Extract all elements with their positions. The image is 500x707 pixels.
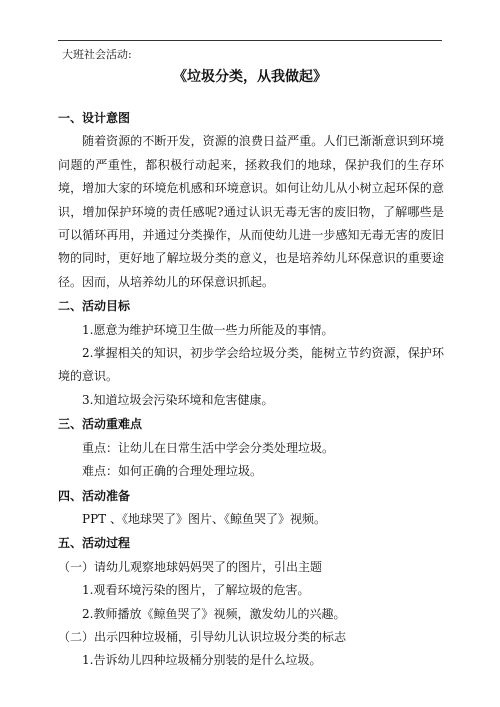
header-rule	[58, 40, 442, 41]
header-label: 大班社会活动:	[62, 48, 132, 61]
process-part-heading: （二）出示四种垃圾桶，引导幼儿认识垃圾分类的标志	[58, 629, 347, 644]
section-heading-key-points: 三、活动重难点	[58, 417, 143, 432]
section-heading-goals: 二、活动目标	[58, 299, 131, 314]
document-title: 《垃圾分类，从我做起》	[173, 69, 327, 85]
process-step: 2.教师播放《鲸鱼哭了》视频，激发幼儿的兴趣。	[82, 606, 346, 621]
preparation-text: PPT 、《地球哭了》图片、《鲸鱼哭了》视频。	[82, 511, 326, 526]
goal-item: 3.知道垃圾会污染环境和危害健康。	[82, 392, 274, 407]
key-point-item: 重点：让幼儿在日常生活中学会分类处理垃圾。	[82, 440, 335, 455]
process-step: 1.观看环境污染的图片，了解垃圾的危害。	[82, 583, 310, 598]
section-heading-process: 五、活动过程	[58, 536, 131, 551]
process-part-heading: （一）请幼儿观察地球妈妈哭了的图片，引出主题	[58, 559, 323, 574]
goal-item: 1.愿意为维护环境卫生做一些力所能及的事情。	[82, 322, 334, 337]
goal-item: 2.掌握相关的知识，初步学会给垃圾分类，能树立节约资源，保护环境的意识。	[58, 346, 444, 384]
document-body	[58, 106, 444, 673]
difficult-point-item: 难点：如何正确的合理处理垃圾。	[82, 464, 263, 479]
section-heading-design-intent: 一、设计意图	[58, 111, 131, 125]
section-heading-preparation: 四、活动准备	[58, 488, 131, 503]
process-step: 1.告诉幼儿四种垃圾桶分别装的是什么垃圾。	[82, 653, 322, 668]
design-intent-paragraph: 随着资源的不断开发，资源的浪费日益严重。人们已渐渐意识到环境问题的严重性，都积极行动起来，拯救我们的地球，保护我们的生存环境，增加大家的环境危机感和环境意识。如何让幼儿从小树立起环保的意识，增加保护环境的责任感呢?通过认识无毒无害的废旧物，了解哪些是可以循环再用，并通过分类操作，从而使幼儿进一步感知无毒无害的废旧物的同时，更好地了解垃圾分类的意义，也是培养幼儿环保意识的重要途径。因而，从培养幼儿的环保意识抓起。	[58, 134, 444, 289]
